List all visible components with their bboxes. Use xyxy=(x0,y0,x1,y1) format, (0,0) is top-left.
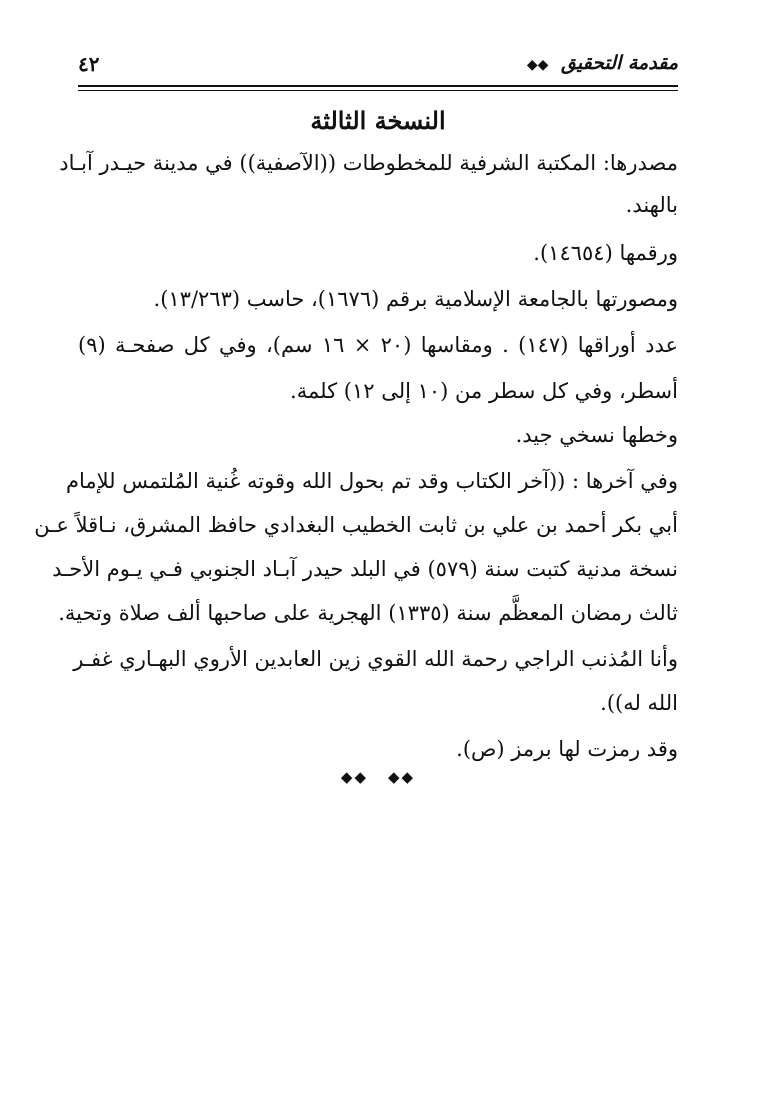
text-line-13: الله له)). xyxy=(600,691,678,715)
header-ornament-icon: ◆◆ xyxy=(526,57,549,73)
header-title xyxy=(527,52,678,74)
text-line-3: ورقمها (١٤٦٥٤). xyxy=(533,241,678,265)
text-line-10: نسخة مدنية كتبت سنة (٥٧٩) في البلد حيدر آبـاد الجنوبي فـي يـوم الأحـد xyxy=(52,557,678,581)
text-line-8: وفي آخرها : ((آخر الكتاب وقد تم بحول الله وقوته غُنية المُلتمس للإمام xyxy=(65,469,678,493)
header-rule-thick xyxy=(78,85,678,87)
text-line-6: أسطر، وفي كل سطر من (١٠ إلى ١٢) كلمة. xyxy=(290,379,678,403)
text-line-4: ومصورتها بالجامعة الإسلامية برقم (١٦٧٦)، حاسب (١٣/٢٦٣). xyxy=(153,287,678,311)
text-line-12: وأنا المُذنب الراجي رحمة الله القوي زين العابدين الأروي البهـاري غفـر xyxy=(73,647,678,671)
text-line-7: وخطها نسخي جيد. xyxy=(515,423,678,447)
text-line-2: بالهند. xyxy=(625,193,678,217)
page-number: ٤٢ xyxy=(78,52,100,76)
text-line-1: مصدرها: المكتبة الشرفية للمخطوطات ((الآصفية)) في مدينة حيـدر آبـاد xyxy=(59,151,678,175)
header-title-text: مقدمة التحقيق xyxy=(561,52,678,74)
diamond-ornament-icon: ◆◆ xyxy=(388,768,416,786)
end-ornament xyxy=(78,768,678,786)
text-line-5: عدد أوراقها (١٤٧) . ومقاسها (٢٠ × ١٦ سم)، وفي كل صفحـة (٩) xyxy=(78,333,678,357)
text-line-14: وقد رمزت لها برمز (ص). xyxy=(456,737,678,761)
text-line-9: أبي بكر أحمد بن علي بن ثابت الخطيب البغدادي حافظ المشرق، نـاقلاً عـن xyxy=(34,513,678,537)
header-rule-thin xyxy=(78,90,678,91)
text-line-11: ثالث رمضان المعظَّم سنة (١٣٣٥) الهجرية على صاحبها ألف صلاة وتحية. xyxy=(58,601,678,625)
section-heading: النسخة الثالثة xyxy=(310,106,446,135)
diamond-ornament-icon: ◆◆ xyxy=(340,768,368,786)
running-header xyxy=(78,48,678,82)
